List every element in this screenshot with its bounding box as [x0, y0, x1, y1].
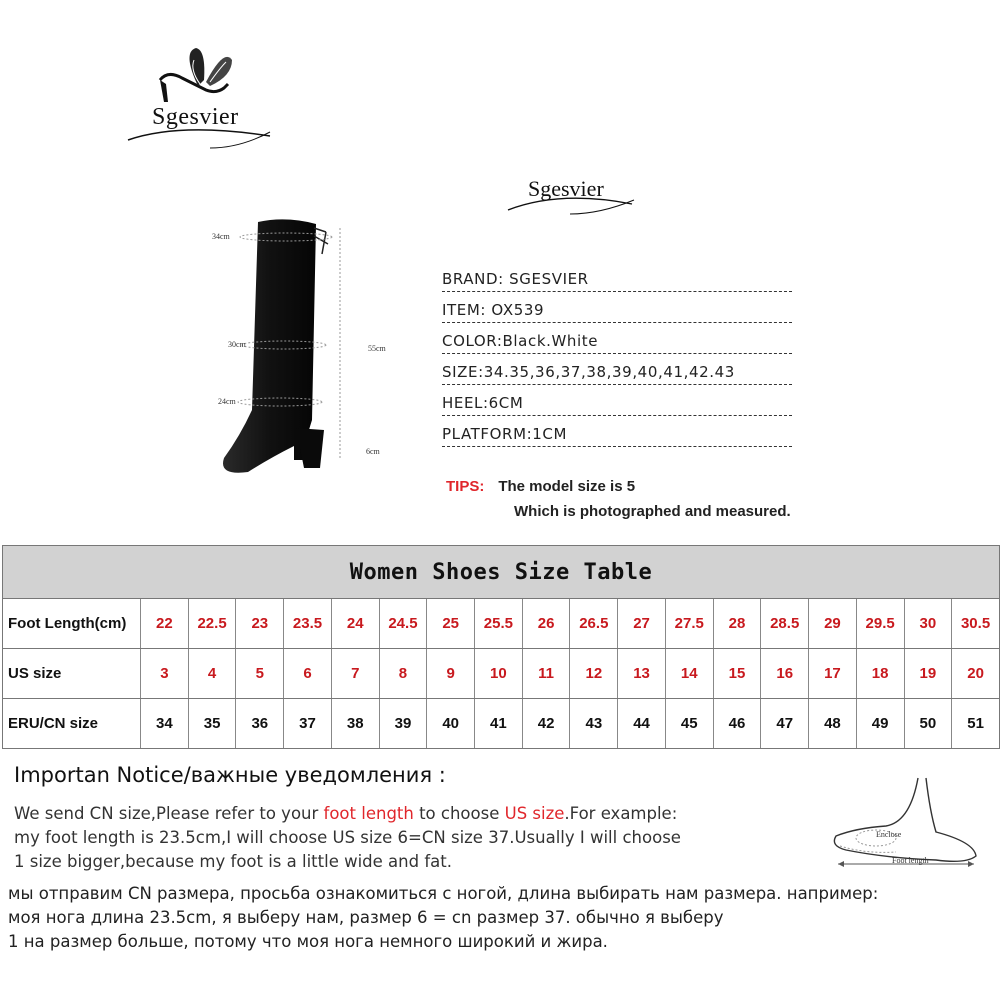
table-cell: 15 [714, 649, 762, 698]
divider [442, 446, 792, 447]
table-cell: 20 [967, 665, 984, 682]
table-cell: 7 [332, 649, 380, 698]
spec-item: ITEM: OX539 [442, 301, 545, 319]
table-cell: 40 [427, 699, 475, 748]
row-header: Foot Length(cm) [3, 599, 141, 648]
notice-title: Importan Notice/важные уведомления : [14, 763, 446, 787]
tips-line-2: Which is photographed and measured. [514, 503, 791, 520]
table-cell: 46 [714, 699, 762, 748]
table-cell: 10 [475, 649, 523, 698]
brand-logo-text: Sgesvier [152, 104, 239, 130]
table-cell: 48 [809, 699, 857, 748]
notice-ru-line-2: моя нога длина 23.5cm, я выберу нам, размер 6 = cn размер 37. обычно я выберу [8, 908, 724, 927]
measure-heel: 6cm [366, 447, 380, 456]
table-cell: 36 [236, 699, 284, 748]
table-cell: 49 [857, 699, 905, 748]
table-cell: 25 [427, 599, 475, 648]
measure-height: 55cm [368, 344, 386, 353]
table-cell: 26 [523, 599, 571, 648]
measure-low: 24cm [218, 397, 236, 406]
notice-ru-line-3: 1 на размер больше, потому что моя нога немного широкий и жира. [8, 932, 608, 951]
table-cell: 44 [618, 699, 666, 748]
table-cell: 23 [236, 599, 284, 648]
foot-length-label: Foot length [892, 856, 929, 865]
table-cell: 3 [141, 649, 189, 698]
divider [442, 291, 792, 292]
notice-en-line-3: 1 size bigger,because my foot is a little wide and fat. [14, 852, 452, 871]
butterfly-shoe-icon [120, 40, 290, 160]
table-cell: 24 [332, 599, 380, 648]
spec-heel: HEEL:6CM [442, 394, 524, 412]
table-cell: 17 [809, 649, 857, 698]
table-cell: 25.5 [475, 599, 523, 648]
row-header: US size [3, 649, 141, 698]
table-cell: 27 [618, 599, 666, 648]
table-cell: 9 [427, 649, 475, 698]
notice-text: to choose [413, 804, 505, 823]
table-cell: 38 [332, 699, 380, 748]
table-cell: 22 [141, 599, 189, 648]
table-cell: 24.5 [380, 599, 428, 648]
brand-logo-small-text: Sgesvier [528, 176, 604, 201]
notice-en-line-2: my foot length is 23.5cm,I will choose US size 6=CN size 37.Usually I will choose [14, 828, 681, 847]
tips-label: TIPS: [446, 478, 485, 495]
enclose-label: Enclose [876, 830, 902, 839]
table-cell: 45 [666, 699, 714, 748]
table-cell: 8 [380, 649, 428, 698]
spec-platform: PLATFORM:1CM [442, 425, 568, 443]
notice-text: We send CN size,Please refer to your [14, 804, 324, 823]
measure-mid: 30cm [228, 340, 246, 349]
table-cell: 26.5 [570, 599, 618, 648]
table-cell: 29 [809, 599, 857, 648]
size-table [2, 545, 1000, 749]
notice-en-line-1 [14, 804, 677, 823]
highlight-us-size: US size [504, 804, 565, 823]
row-header: ERU/CN size [3, 699, 141, 748]
table-cell: 43 [570, 699, 618, 748]
notice-text: .For example: [564, 804, 678, 823]
table-cell: 11 [523, 649, 571, 698]
boot-image [200, 210, 400, 490]
table-cell: 6 [284, 649, 332, 698]
table-cell: 50 [905, 699, 953, 748]
table-cell: 22.5 [189, 599, 237, 648]
table-row [3, 699, 999, 748]
table-cell: 14 [666, 649, 714, 698]
table-cell: 37 [284, 699, 332, 748]
brand-logo-small [500, 170, 640, 220]
brand-logo [120, 40, 290, 160]
table-cell: 34 [141, 699, 189, 748]
size-table-body [3, 599, 999, 748]
size-table-title: Women Shoes Size Table [3, 546, 999, 599]
table-cell: 28.5 [761, 599, 809, 648]
table-cell: 41 [475, 699, 523, 748]
notice-ru-line-1: мы отправим CN размера, просьба ознакомиться с ногой, длина выбирать нам размера. например: [8, 884, 879, 903]
divider [442, 384, 792, 385]
table-cell: 30.5 [960, 615, 991, 632]
table-cell: 4 [189, 649, 237, 698]
table-cell: 19 [905, 649, 953, 698]
table-cell: 27.5 [666, 599, 714, 648]
table-row [3, 599, 999, 649]
table-cell: 29.5 [857, 599, 905, 648]
divider [442, 322, 792, 323]
divider [442, 415, 792, 416]
table-cell: 5 [236, 649, 284, 698]
tips-line-1: The model size is 5 [498, 478, 636, 495]
table-cell: 18 [857, 649, 905, 698]
table-cell: 16 [761, 649, 809, 698]
table-cell: 35 [189, 699, 237, 748]
foot-diagram [826, 772, 986, 872]
spec-size: SIZE:34.35,36,37,38,39,40,41,42.43 [442, 363, 735, 381]
spec-brand: BRAND: SGESVIER [442, 270, 589, 288]
table-cell: 12 [570, 649, 618, 698]
table-cell: 39 [380, 699, 428, 748]
table-row [3, 649, 999, 699]
table-cell: 23.5 [284, 599, 332, 648]
measure-top: 34cm [212, 232, 230, 241]
table-cell: 30 [905, 599, 953, 648]
table-cell: 28 [714, 599, 762, 648]
divider [442, 353, 792, 354]
table-cell: 42 [523, 699, 571, 748]
table-cell: 51 [967, 715, 984, 732]
highlight-foot-length: foot length [323, 804, 414, 823]
table-cell: 47 [761, 699, 809, 748]
tips [446, 478, 635, 495]
table-cell: 13 [618, 649, 666, 698]
spec-color: COLOR:Black.White [442, 332, 599, 350]
